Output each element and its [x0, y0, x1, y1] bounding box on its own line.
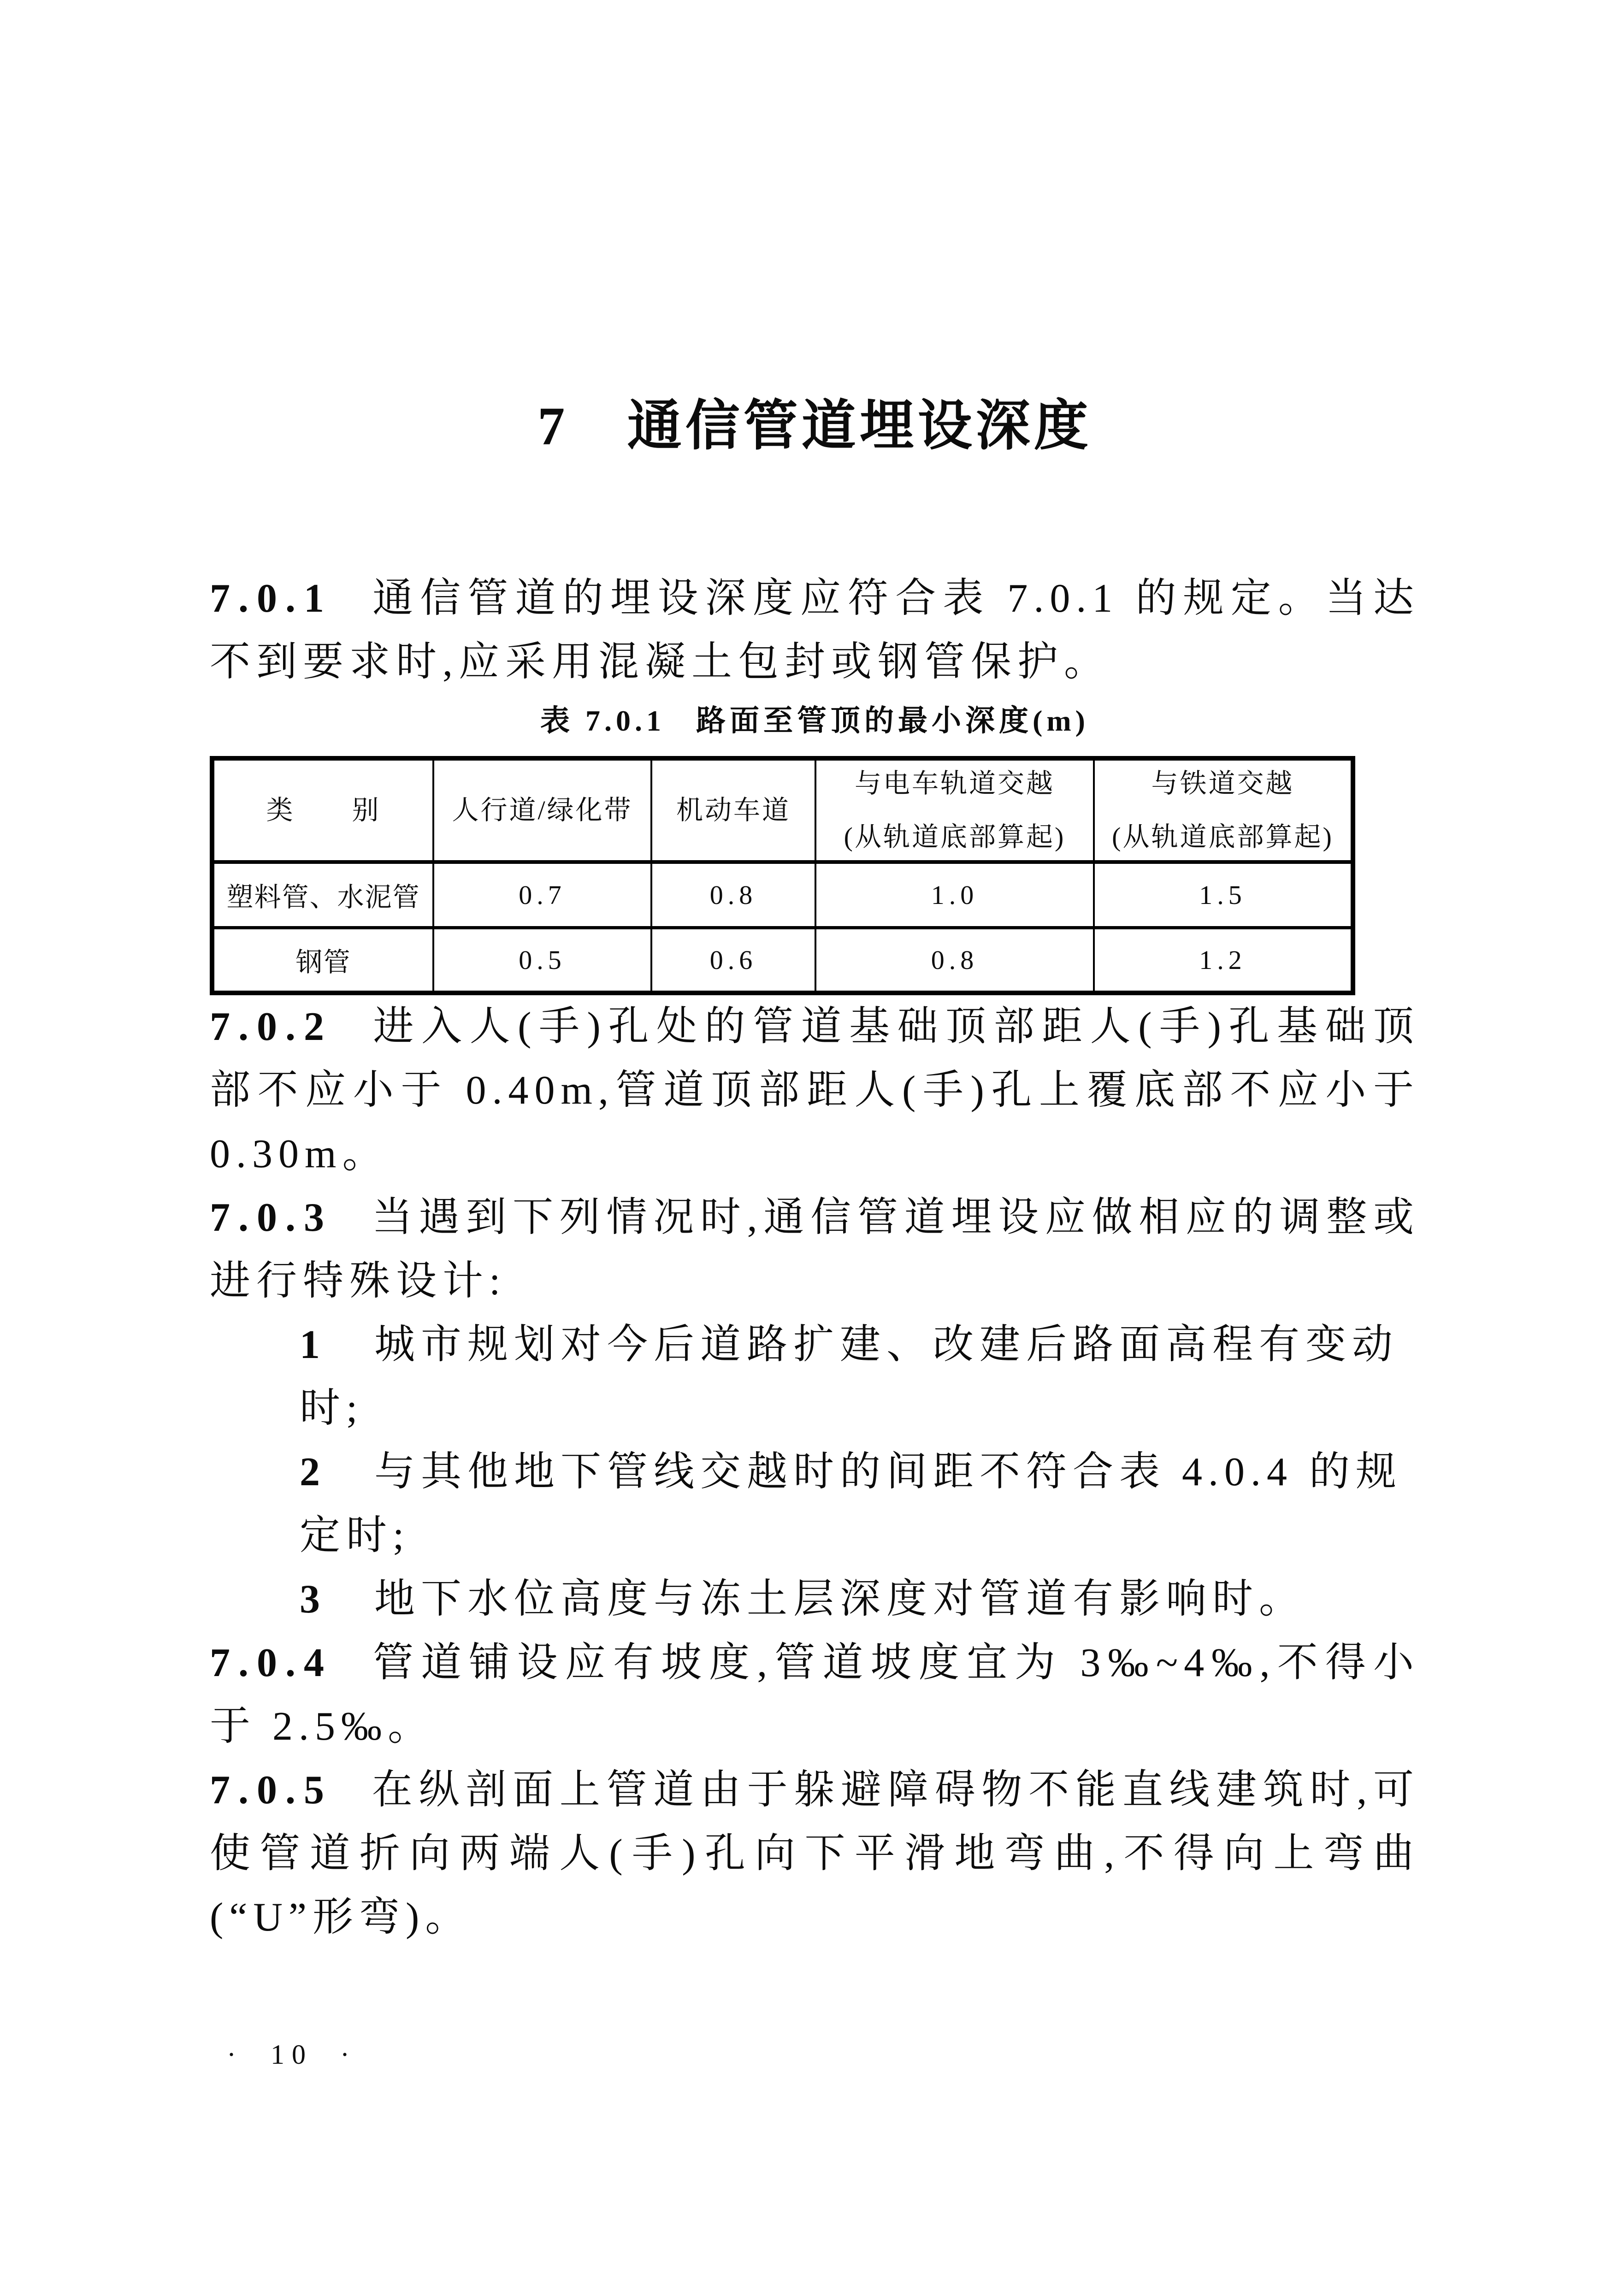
table-caption: [210, 699, 1420, 743]
min-depth-table: [210, 756, 1355, 995]
item-number: 2: [300, 1450, 326, 1494]
clause-text: 当遇到下列情况时,通信管道埋设应做相应的调整或进行特殊设计:: [210, 1195, 1420, 1304]
clause-text: 在纵剖面上管道由于躲避障碍物不能直线建筑时,可使管道折向两端人(手)孔向下平滑地弯曲,不得向上弯曲(“U”形弯)。: [210, 1768, 1420, 1940]
item-number: 1: [300, 1323, 326, 1367]
col-header-motorway-label: 机动车道: [676, 795, 791, 825]
col-header-railway-line2: (从轨道底部算起): [1112, 822, 1334, 852]
clause-7-0-3-item-3: [210, 1568, 1420, 1631]
col-header-category-label: 类 别: [266, 795, 381, 825]
item-text: 城市规划对今后道路扩建、改建后路面高程有变动时;: [300, 1323, 1399, 1431]
table-row-plastic-cement-pipe: [212, 862, 1353, 927]
table-caption-text: 路面至管顶的最小深度(m): [696, 704, 1089, 737]
col-header-tram-crossing: [815, 758, 1094, 862]
clause-7-0-1: [210, 567, 1420, 694]
col-header-railway-line1: 与铁道交越: [1151, 768, 1294, 798]
clause-7-0-4: [210, 1631, 1420, 1759]
clause-text: 通信管道的埋设深度应符合表 7.0.1 的规定。当达不到要求时,应采用混凝土包封或钢管保护。: [210, 576, 1420, 685]
col-header-tram-line2: (从轨道底部算起): [844, 822, 1066, 852]
cell-value: 0.8: [651, 862, 815, 927]
item-text: 与其他地下管线交越时的间距不符合表 4.0.4 的规定时;: [300, 1450, 1403, 1558]
clause-number: 7.0.3: [210, 1195, 332, 1240]
table-row-steel-pipe: [212, 927, 1353, 993]
clause-number: 7.0.4: [210, 1641, 332, 1685]
clause-number: 7.0.2: [210, 1004, 332, 1049]
clause-7-0-3-item-2: [210, 1441, 1420, 1568]
cell-value: 0.5: [433, 927, 651, 993]
clause-number: 7.0.5: [210, 1768, 332, 1813]
col-header-railway-crossing: [1094, 758, 1353, 862]
chapter-heading: [210, 0, 1420, 463]
clause-text: 进入人(手)孔处的管道基础顶部距人(手)孔基础顶部不应小于 0.40m,管道顶部距人(手)孔上覆底部不应小于 0.30m。: [210, 1004, 1420, 1176]
clause-text: 管道铺设应有坡度,管道坡度宜为 3‰~4‰,不得小于 2.5‰。: [210, 1641, 1420, 1749]
page-number: · 10 ·: [227, 2039, 357, 2070]
table-header-row: [212, 758, 1353, 862]
item-text: 地下水位高度与冻土层深度对管道有影响时。: [374, 1577, 1306, 1622]
clause-7-0-2: [210, 995, 1420, 1186]
clause-7-0-3: [210, 1186, 1420, 1313]
col-header-sidewalk-greenbelt: [433, 758, 651, 862]
chapter-title: 通信管道埋设深度: [627, 396, 1092, 456]
item-number: 3: [300, 1577, 326, 1622]
clause-7-0-3-item-1: [210, 1313, 1420, 1441]
page-content: [210, 0, 1420, 1949]
cell-value: 0.7: [433, 862, 651, 927]
cell-value: 1.0: [815, 862, 1094, 927]
cell-value: 0.8: [815, 927, 1094, 993]
row-category: 钢管: [212, 927, 433, 993]
clause-7-0-5: [210, 1759, 1420, 1949]
table-caption-label: 表 7.0.1: [540, 704, 666, 737]
col-header-sidewalk-label: 人行道/绿化带: [452, 795, 633, 825]
col-header-tram-line1: 与电车轨道交越: [854, 768, 1055, 798]
cell-value: 1.2: [1094, 927, 1353, 993]
cell-value: 1.5: [1094, 862, 1353, 927]
col-header-motorway: [651, 758, 815, 862]
row-category: 塑料管、水泥管: [212, 862, 433, 927]
chapter-number: 7: [537, 396, 565, 456]
clause-number: 7.0.1: [210, 576, 332, 621]
col-header-category: [212, 758, 433, 862]
cell-value: 0.6: [651, 927, 815, 993]
